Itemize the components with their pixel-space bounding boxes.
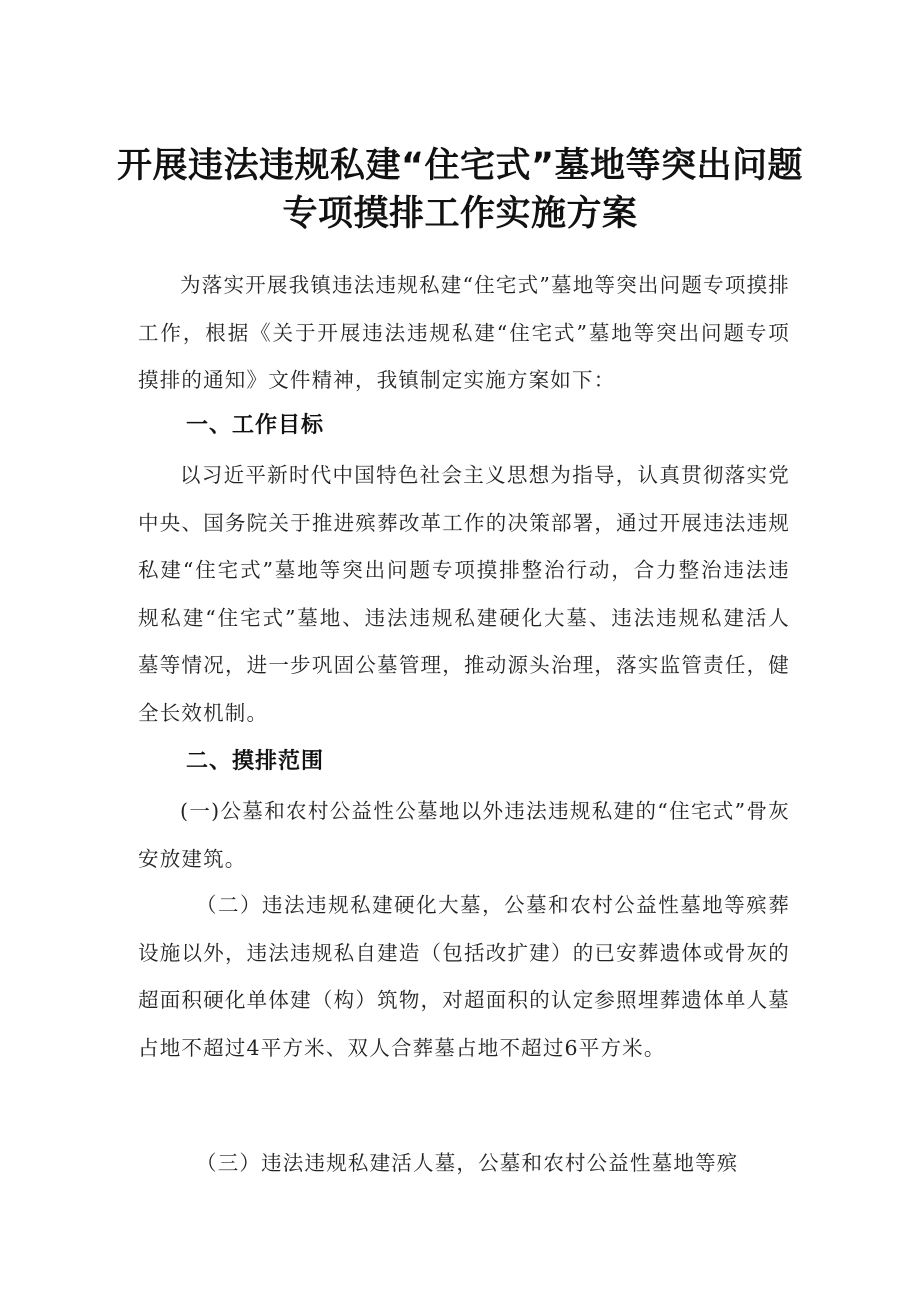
- scope-item-1: (一)公墓和农村公益性公墓地以外违法违规私建的“住宅式”骨灰安放建筑。: [138, 799, 790, 871]
- scope-item-3: （三）违法违规私建活人墓，公墓和农村公益性墓地等殡: [196, 1151, 739, 1175]
- document-title-line-1: 开展违法违规私建“住宅式”墓地等突出问题: [116, 146, 803, 186]
- section-heading-goal: 一、工作目标: [186, 413, 325, 438]
- goal-paragraph: 以习近平新时代中国特色社会主义思想为指导，认真贯彻落实党中央、国务院关于推进殡葬改革工作的决策部署，通过开展违法违规私建“住宅式”墓地等突出问题专项摸排整治行动，合力整治违法违规私建“住宅式”墓地、违法违规私建硬化大墓、违法违规私建活人墓等情况，进一步巩固公墓管理，推动源头治理，落实监管责任，健全长效机制。: [138, 463, 790, 725]
- section-heading-scope: 二、摸排范围: [186, 749, 325, 774]
- document-title-line-2: 专项摸排工作实施方案: [282, 194, 638, 234]
- scope-item-2: （二）违法违规私建硬化大墓，公墓和农村公益性墓地等殡葬设施以外，违法违规私自建造（包括改扩建）的已安葬遗体或骨灰的超面积硬化单体建（构）筑物，对超面积的认定参照埋葬遗体单人墓占地不超过4平方米、双人合葬墓占地不超过6平方米。: [138, 893, 790, 1060]
- intro-paragraph: 为落实开展我镇违法违规私建“住宅式”墓地等突出问题专项摸排工作，根据《关于开展违法违规私建“住宅式”墓地等突出问题专项摸排的通知》文件精神，我镇制定实施方案如下：: [138, 273, 790, 392]
